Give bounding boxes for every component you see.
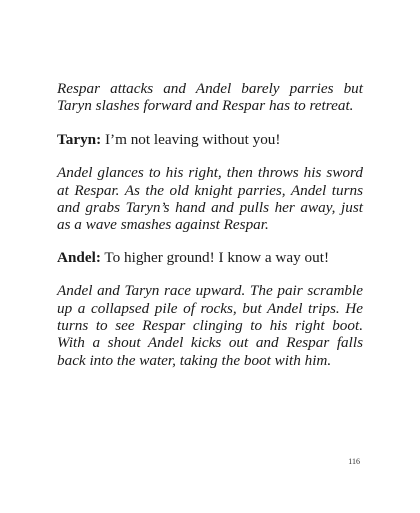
action-paragraph-2: Andel glances to his right, then throws his sword at Respar. As the old knight parries, Andel turns and grabs Taryn’s hand and pulls her away, just as a wave smashes against Respar. xyxy=(57,164,363,234)
action-paragraph-1: Respar attacks and Andel barely parries but Taryn slashes forward and Respar has to retreat. xyxy=(57,80,363,115)
document-page xyxy=(57,80,363,369)
page-number: 116 xyxy=(348,457,360,466)
dialogue-line-taryn xyxy=(57,131,363,148)
paragraph-spacer xyxy=(57,148,363,164)
dialogue-line-andel xyxy=(57,249,363,266)
dialogue-text-andel: To higher ground! I know a way out! xyxy=(100,248,329,266)
action-paragraph-3: Andel and Taryn race upward. The pair scramble up a collapsed pile of rocks, but Andel trips. He turns to see Respar clinging to his right boot. With a shout Andel kicks out and Respar falls back into the water, taking the boot with him. xyxy=(57,282,363,369)
speaker-name-andel: Andel: xyxy=(57,248,101,266)
speaker-name-taryn: Taryn: xyxy=(57,130,102,148)
paragraph-spacer xyxy=(57,234,363,249)
paragraph-spacer xyxy=(57,115,363,131)
paragraph-spacer xyxy=(57,266,363,282)
dialogue-text-taryn: I’m not leaving without you! xyxy=(101,130,281,148)
